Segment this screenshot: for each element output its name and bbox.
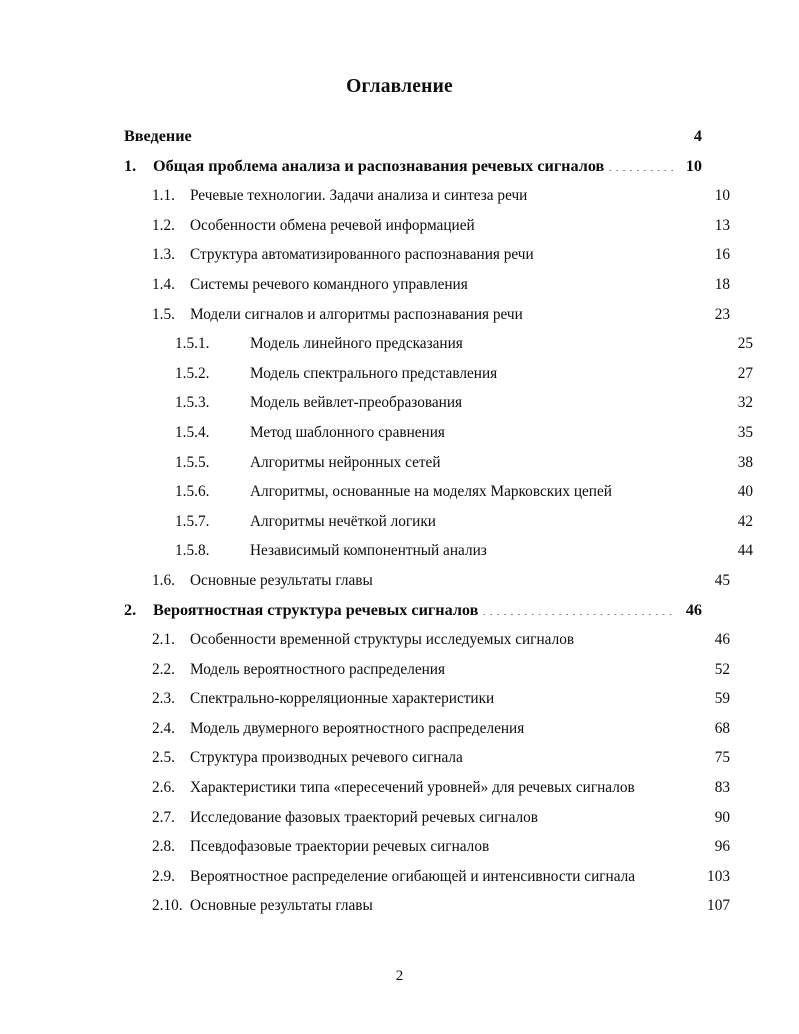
toc-entry[interactable]	[124, 596, 702, 626]
toc-entry-label: Особенности временной структуры исследуемых сигналов	[190, 631, 575, 649]
toc-entry[interactable]	[124, 477, 753, 507]
toc-dot-leader	[639, 866, 701, 881]
toc-entry-page: 13	[714, 216, 730, 234]
toc-entry[interactable]	[124, 152, 702, 182]
toc-entry-label: Модель спектрального представления	[250, 364, 498, 382]
toc-entry-page: 96	[714, 838, 730, 856]
toc-dot-leader	[196, 125, 673, 141]
toc-entry-page: 10	[685, 156, 702, 175]
toc-dot-leader	[616, 481, 724, 496]
toc-dot-leader	[538, 244, 701, 259]
toc-entry[interactable]	[124, 122, 702, 152]
toc-entry-number: 1.	[124, 156, 137, 175]
toc-entry-label: Вероятностное распределение огибающей и интенсивности сигнала	[190, 867, 636, 885]
toc-entry-page: 18	[714, 275, 730, 293]
toc-entry-number: 1.5.	[152, 305, 175, 323]
toc-entry-page: 25	[737, 335, 753, 353]
toc-entry-number: 2.2.	[152, 660, 175, 678]
toc-dot-leader	[531, 185, 701, 200]
toc-entry-label: Независимый компонентный анализ	[250, 542, 487, 560]
toc-entry-number: 1.2.	[152, 216, 175, 234]
toc-entry[interactable]	[124, 448, 753, 478]
toc-entry-label: Спектрально-корреляционные характеристики	[190, 690, 495, 708]
toc-entry-label: Модель вероятностного распределения	[190, 660, 446, 678]
toc-dot-leader	[639, 777, 701, 792]
toc-entry-label: Основные результаты главы	[190, 571, 373, 589]
toc-entry-label: Характеристики типа «пересечений уровней» для речевых сигналов	[190, 779, 635, 797]
toc-entry-page: 16	[714, 246, 730, 264]
toc-entry[interactable]	[124, 270, 730, 300]
toc-entry-page: 40	[737, 483, 753, 501]
toc-dot-leader	[440, 510, 724, 525]
toc-entry[interactable]	[124, 891, 730, 921]
toc-entry-page: 35	[737, 423, 753, 441]
toc-entry-number: 1.5.7.	[175, 512, 210, 530]
toc-dot-leader	[472, 274, 701, 289]
toc-entry-number: 1.5.6.	[175, 483, 210, 501]
toc-entry-number: 1.1.	[152, 187, 175, 205]
toc-entry[interactable]	[124, 240, 730, 270]
toc-entry[interactable]	[124, 566, 730, 596]
toc-entry-label: Введение	[124, 127, 192, 145]
toc-entry-number: 1.4.	[152, 275, 175, 293]
toc-entry-label: Вероятностная структура речевых сигналов	[153, 600, 479, 619]
toc-entry-label: Основные результаты главы	[190, 897, 373, 915]
toc-entry-page: 46	[714, 631, 730, 649]
toc-entry-number: 1.6.	[152, 571, 175, 589]
toc-dot-leader	[449, 658, 701, 673]
toc-entry-number: 2.10.	[152, 897, 183, 915]
toc-entry-number: 1.5.4.	[175, 423, 210, 441]
toc-entry[interactable]	[124, 743, 730, 773]
toc-entry-number: 2.4.	[152, 719, 175, 737]
toc-entry[interactable]	[124, 655, 730, 685]
toc-entry[interactable]	[124, 773, 730, 803]
toc-entry[interactable]	[124, 507, 753, 537]
toc-entry-page: 107	[707, 897, 730, 915]
toc-entry-label: Псевдофазовые траектории речевых сигналов	[190, 838, 490, 856]
toc-entry[interactable]	[124, 359, 753, 389]
toc-entry-number: 1.5.2.	[175, 364, 210, 382]
toc-entry-label: Алгоритмы нейронных сетей	[250, 453, 441, 471]
toc-dot-leader	[445, 451, 724, 466]
page-number: 2	[395, 968, 404, 984]
toc-dot-leader	[542, 806, 701, 821]
toc-entry-number: 2.3.	[152, 690, 175, 708]
toc-entry-number: 2.1.	[152, 631, 175, 649]
toc-entry[interactable]	[124, 300, 730, 330]
toc-entry-number: 1.3.	[152, 246, 175, 264]
page-title: Оглавление	[346, 76, 453, 97]
toc-entry-label: Метод шаблонного сравнения	[250, 423, 445, 441]
toc-entry[interactable]	[124, 625, 730, 655]
toc-entry-label: Исследование фазовых траекторий речевых сигналов	[190, 808, 539, 826]
toc-dot-leader	[467, 747, 701, 762]
toc-entry-number: 1.5.8.	[175, 542, 210, 560]
toc-entry[interactable]	[124, 862, 730, 892]
toc-entry[interactable]	[124, 536, 753, 566]
toc-entry-page: 52	[714, 660, 730, 678]
toc-entry[interactable]	[124, 388, 753, 418]
toc-entry-number: 1.5.5.	[175, 453, 210, 471]
toc-entry-label: Алгоритмы, основанные на моделях Марковских цепей	[250, 483, 612, 501]
toc-entry-page: 27	[737, 364, 753, 382]
toc-entry-label: Речевые технологии. Задачи анализа и синтеза речи	[190, 187, 528, 205]
toc-dot-leader	[498, 688, 701, 703]
toc-dot-leader	[466, 392, 724, 407]
toc-dot-leader	[608, 154, 673, 170]
toc-entry-label: Модель вейвлет-преобразования	[250, 394, 463, 412]
toc-entry-page: 10	[714, 187, 730, 205]
table-of-contents	[124, 122, 753, 921]
toc-entry-label: Модель двумерного вероятностного распределения	[190, 719, 525, 737]
toc-dot-leader	[501, 362, 724, 377]
toc-entry-page: 38	[737, 453, 753, 471]
toc-entry-number: 2.9.	[152, 867, 175, 885]
toc-dot-leader	[528, 718, 701, 733]
toc-entry[interactable]	[124, 418, 753, 448]
toc-entry-number: 1.5.1.	[175, 335, 210, 353]
toc-entry-page: 83	[714, 779, 730, 797]
toc-entry-label: Алгоритмы нечёткой логики	[250, 512, 436, 530]
toc-entry-page: 45	[714, 571, 730, 589]
toc-dot-leader	[479, 214, 701, 229]
toc-entry-page: 23	[714, 305, 730, 323]
toc-entry[interactable]	[124, 329, 753, 359]
toc-entry-page: 44	[737, 542, 753, 560]
toc-entry-number: 2.8.	[152, 838, 175, 856]
toc-entry-number: 1.5.3.	[175, 394, 210, 412]
toc-entry[interactable]	[124, 684, 730, 714]
toc-dot-leader	[377, 570, 701, 585]
toc-entry-label: Структура автоматизированного распознавания речи	[190, 246, 534, 264]
toc-entry-number: 2.6.	[152, 779, 175, 797]
toc-entry-number: 2.7.	[152, 808, 175, 826]
toc-dot-leader	[578, 629, 701, 644]
toc-entry[interactable]	[124, 832, 730, 862]
toc-entry[interactable]	[124, 714, 730, 744]
toc-entry-page: 90	[714, 808, 730, 826]
toc-entry-number: 2.	[124, 600, 137, 619]
toc-entry[interactable]	[124, 211, 730, 241]
toc-entry-page: 59	[714, 690, 730, 708]
toc-dot-leader	[449, 422, 724, 437]
toc-entry-page: 4	[693, 127, 702, 145]
toc-entry[interactable]	[124, 181, 730, 211]
toc-entry[interactable]	[124, 803, 730, 833]
toc-dot-leader	[482, 598, 673, 614]
toc-entry-page: 46	[685, 600, 702, 619]
toc-dot-leader	[467, 333, 724, 348]
toc-dot-leader	[527, 303, 701, 318]
toc-entry-label: Структура производных речевого сигнала	[190, 749, 463, 767]
toc-dot-leader	[491, 540, 724, 555]
toc-entry-label: Модель линейного предсказания	[250, 335, 463, 353]
toc-dot-leader	[493, 836, 701, 851]
toc-entry-number: 2.5.	[152, 749, 175, 767]
toc-entry-label: Модели сигналов и алгоритмы распознавания речи	[190, 305, 523, 323]
toc-entry-label: Общая проблема анализа и распознавания речевых сигналов	[153, 156, 605, 175]
toc-dot-leader	[377, 895, 701, 910]
toc-entry-page: 32	[737, 394, 753, 412]
toc-entry-page: 103	[707, 867, 730, 885]
toc-entry-label: Особенности обмена речевой информацией	[190, 216, 475, 234]
toc-entry-page: 68	[714, 719, 730, 737]
toc-entry-label: Системы речевого командного управления	[190, 275, 468, 293]
toc-entry-page: 75	[714, 749, 730, 767]
toc-entry-page: 42	[737, 512, 753, 530]
